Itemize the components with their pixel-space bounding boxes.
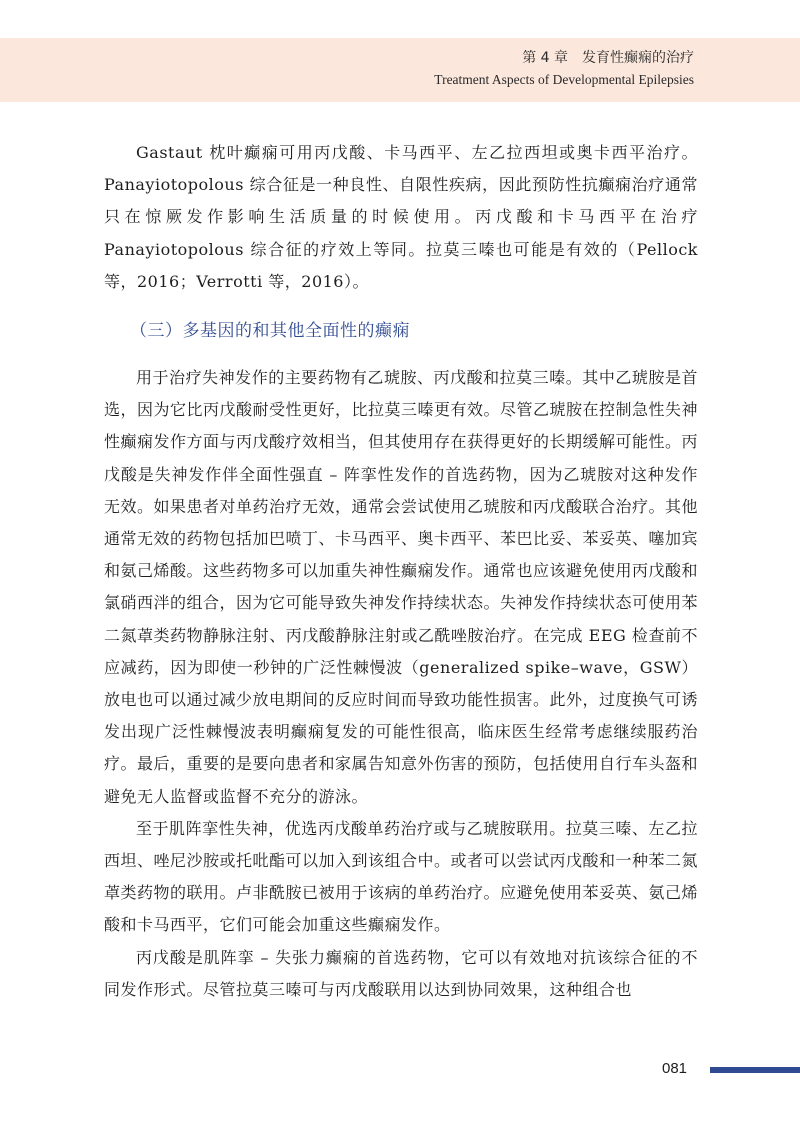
chapter-title-cn <box>522 47 694 67</box>
paragraph-myoclonic-atonic: 丙戊酸是肌阵挛 – 失张力癫痫的首选药物，它可以有效地对抗该综合征的不同发作形式。尽管拉莫三嗪可与丙戊酸联用以达到协同效果，这种组合也 <box>104 947 698 999</box>
page-number: 081 <box>662 1060 688 1077</box>
chapter-title-en: Treatment Aspects of Developmental Epilepsies <box>434 72 694 87</box>
paragraph-myoclonic-absence: 至于肌阵挛性失神，优选丙戊酸单药治疗或与乙琥胺联用。拉莫三嗪、左乙拉西坦、唑尼沙胺或托吡酯可以加入到该组合中。或者可以尝试丙戊酸和一种苯二氮䓬类药物的联用。卢非酰胺已被用于该病的单药治疗。应避免使用苯妥英、氨己烯酸和卡马西平，它们可能会加重这些癫痫发作。 <box>104 818 699 935</box>
chapter-number: 第 4 章 <box>522 50 568 66</box>
page-body <box>104 137 698 1006</box>
page-number-accent-bar <box>710 1067 800 1073</box>
paragraph-absence-treatment: 用于治疗失神发作的主要药物有乙琥胺、丙戊酸和拉莫三嗪。其中乙琥胺是首选，因为它比丙戊酸耐受性更好，比拉莫三嗪更有效。尽管乙琥胺在控制急性失神性癫痫发作方面与丙戊酸疗效相当，但其使用存在获得更好的长期缓解可能性。丙戊酸是失神发作伴全面性强直 – 阵挛性发作的首选药物，因为乙琥胺对这种发作无效。如果患者对单药治疗无效，通常会尝试使用乙琥胺和丙戊酸联合治疗。其他通常无效的药物包括加巴喷丁、卡马西平、奥卡西平、苯巴比妥、苯妥英、噻加宾和氨己烯酸。这些药物多可以加重失神性癫痫发作。通常也应该避免使用丙戊酸和氯硝西泮的组合，因为它可能导致失神发作持续状态。失神发作持续状态可使用苯二氮䓬类药物静脉注射、丙戊酸静脉注射或乙酰唑胺治疗。在完成 EEG 检查前不应减药，因为即使一秒钟的广泛性棘慢波（generalized spike–wave，GSW）放电也可以通过减少放电期间的反应时间而导致功能性损害。此外，过度换气可诱发出现广泛性棘慢波表明癫痫复发的可能性很高，临床医生经常考虑继续服药治疗。最后，重要的是要向患者和家属告知意外伤害的预防，包括使用自行车头盔和避免无人监督或监督不充分的游泳。 <box>104 368 699 806</box>
section-heading: （三）多基因的和其他全面性的癫痫 <box>130 321 410 342</box>
chapter-title-cn-text: 发育性癫痫的治疗 <box>582 50 694 66</box>
paragraph-gastaut: Gastaut 枕叶癫痫可用丙戊酸、卡马西平、左乙拉西坦或奥卡西平治疗。Panayiotopolous 综合征是一种良性、自限性疾病，因此预防性抗癫痫治疗通常只在惊厥发作影响生活质量的时候使用。丙戊酸和卡马西平在治疗 Panayiotopolous 综合征的疗效上等同。拉莫三嗪也可能是有效的（Pellock 等，2016；Verrotti 等，2016）。 <box>104 143 698 291</box>
